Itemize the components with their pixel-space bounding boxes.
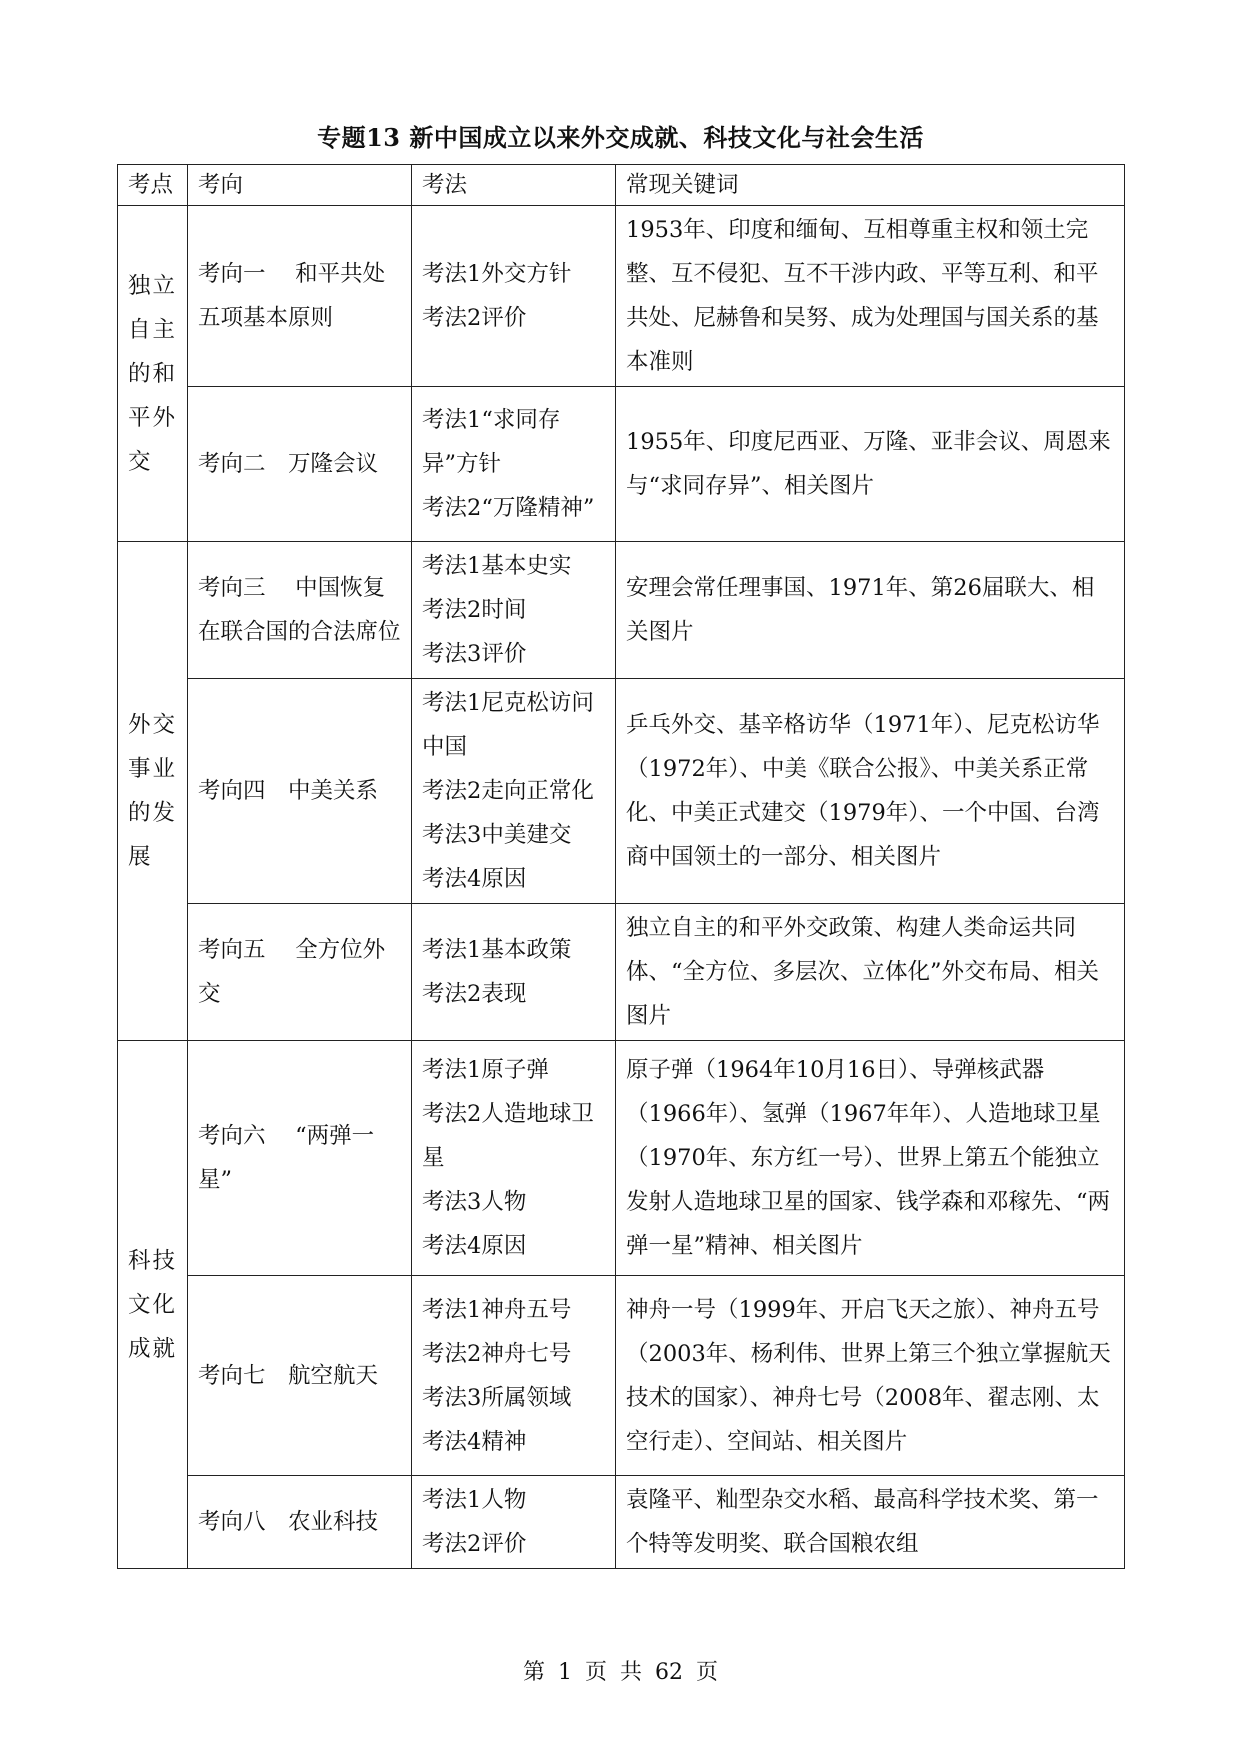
direction-cell: 考向八 农业科技 (188, 1476, 412, 1569)
method-item: 考法2评价 (422, 1531, 527, 1557)
table-row (118, 904, 1125, 1041)
page-title: 专题13 新中国成立以来外交成就、科技文化与社会生活 (317, 123, 924, 152)
method-item: 考法2评价 (422, 305, 527, 331)
method-cell (412, 904, 616, 1041)
direction-cell: 考向一 和平共处五项基本原则 (188, 206, 412, 387)
method-item: 考法1基本史实 (422, 553, 572, 579)
exam-point-cell: 科技文化成就 (118, 1041, 188, 1569)
table-row (118, 1276, 1125, 1476)
keywords-cell: 1955年、印度尼西亚、万隆、亚非会议、周恩来与“求同存异”、相关图片 (616, 387, 1125, 542)
exam-point-cell: 独立自主的和平外交 (118, 206, 188, 542)
table-row (118, 679, 1125, 904)
method-item: 考法3人物 (422, 1189, 527, 1215)
table-row (118, 1476, 1125, 1569)
method-item: 考法3中美建交 (422, 822, 572, 848)
method-item: 考法1外交方针 (422, 261, 572, 287)
direction-cell: 考向六 “两弹一星” (188, 1041, 412, 1276)
method-item: 考法4原因 (422, 1233, 527, 1259)
table-row (118, 206, 1125, 387)
method-item: 考法1尼克松访问中国 (422, 690, 594, 760)
keywords-cell: 乒乓外交、基辛格访华（1971年）、尼克松访华（1972年）、中美《联合公报》、中美关系正常化、中美正式建交（1979年）、一个中国、台湾商中国领土的一部分、相关图片 (616, 679, 1125, 904)
method-item: 考法2表现 (422, 981, 527, 1007)
topic-table (117, 164, 1125, 1569)
table-row (118, 1041, 1125, 1276)
table-row (118, 387, 1125, 542)
direction-cell: 考向七 航空航天 (188, 1276, 412, 1476)
method-item: 考法2走向正常化 (422, 778, 594, 804)
direction-cell: 考向二 万隆会议 (188, 387, 412, 542)
page-footer: 第 1 页 共 62 页 (523, 1660, 718, 1685)
direction-cell: 考向四 中美关系 (188, 679, 412, 904)
method-cell (412, 1476, 616, 1569)
method-item: 考法1神舟五号 (422, 1296, 572, 1323)
keywords-cell: 原子弹（1964年10月16日）、导弹核武器（1966年）、氢弹（1967年年）、人造地球卫星（1970年、东方红一号）、世界上第五个能独立发射人造地球卫星的国家、钱学森和邓稼先、“两弹一星”精神、相关图片 (616, 1041, 1125, 1276)
exam-point-cell: 外交事业的发展 (118, 542, 188, 1041)
keywords-cell: 袁隆平、籼型杂交水稻、最高科学技术奖、第一个特等发明奖、联合国粮农组 (616, 1476, 1125, 1569)
method-cell (412, 679, 616, 904)
header-method: 考法 (412, 165, 616, 206)
method-cell (412, 206, 616, 387)
header-keywords: 常现关键词 (616, 165, 1125, 206)
method-cell (412, 542, 616, 679)
keywords-cell: 安理会常任理事国、1971年、第26届联大、相关图片 (616, 542, 1125, 679)
method-item: 考法3评价 (422, 641, 527, 667)
direction-cell: 考向三 中国恢复在联合国的合法席位 (188, 542, 412, 679)
method-item: 考法2“万隆精神” (422, 495, 595, 521)
method-cell (412, 387, 616, 542)
method-item: 考法1原子弹 (422, 1057, 549, 1083)
header-point: 考点 (118, 165, 188, 206)
method-item: 考法2神舟七号 (422, 1340, 572, 1367)
table-header-row (118, 165, 1125, 206)
method-item: 考法1人物 (422, 1487, 527, 1513)
keywords-cell: 独立自主的和平外交政策、构建人类命运共同体、“全方位、多层次、立体化”外交布局、相关图片 (616, 904, 1125, 1041)
method-item: 考法1基本政策 (422, 937, 572, 963)
method-item: 考法2时间 (422, 597, 527, 623)
table-row (118, 542, 1125, 679)
keywords-cell: 神舟一号（1999年、开启飞天之旅）、神舟五号（2003年、杨利伟、世界上第三个独立掌握航天技术的国家）、神舟七号（2008年、翟志刚、太空行走）、空间站、相关图片 (616, 1276, 1125, 1476)
method-item: 考法3所属领域 (422, 1384, 572, 1411)
method-item: 考法2人造地球卫星 (422, 1101, 594, 1171)
header-direction: 考向 (188, 165, 412, 206)
keywords-cell: 1953年、印度和缅甸、互相尊重主权和领土完整、互不侵犯、互不干涉内政、平等互利、和平共处、尼赫鲁和吴努、成为处理国与国关系的基本准则 (616, 206, 1125, 387)
direction-cell: 考向五 全方位外交 (188, 904, 412, 1041)
method-item: 考法1“求同存异”方针 (422, 407, 561, 477)
method-item: 考法4精神 (422, 1428, 527, 1455)
method-cell (412, 1276, 616, 1476)
method-cell (412, 1041, 616, 1276)
method-item: 考法4原因 (422, 866, 527, 892)
